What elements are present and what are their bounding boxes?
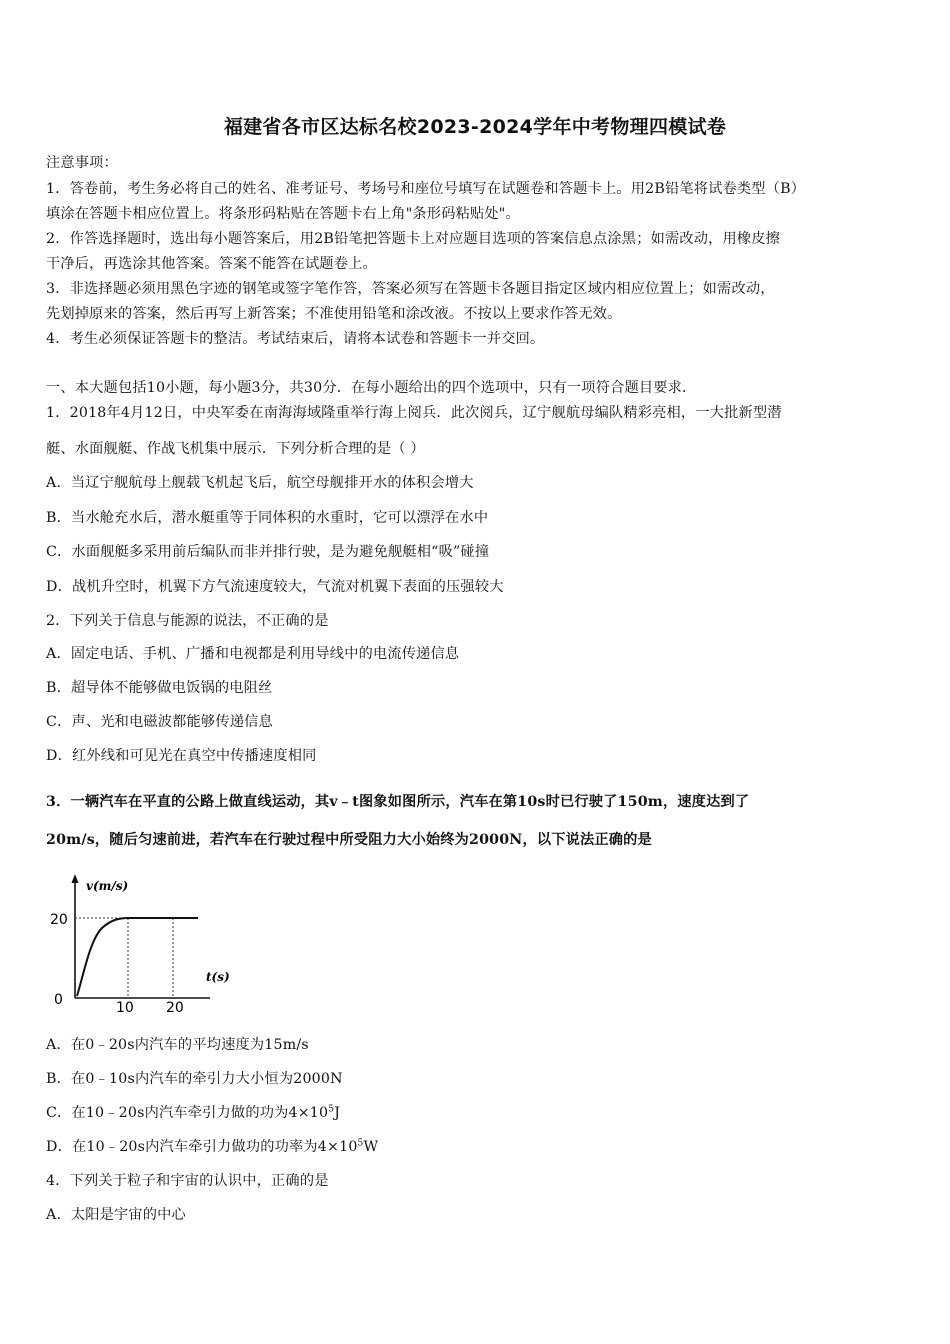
velocity-time-graph <box>42 868 242 1018</box>
question-1-stem-cont: 艇、水面舰艇、作战飞机集中展示．下列分析合理的是（ ） <box>46 441 425 457</box>
question-4-option-a: A．太阳是宇宙的中心 <box>46 1207 186 1223</box>
notice-heading: 注意事项： <box>46 155 118 171</box>
question-2-option-d: D．红外线和可见光在真空中传播速度相同 <box>46 748 317 764</box>
question-1-option-c: C．水面舰艇多采用前后编队而非并排行驶，是为避免舰艇相“吸”碰撞 <box>46 544 490 560</box>
question-4-stem: 4．下列关于粒子和宇宙的认识中，正确的是 <box>46 1173 329 1189</box>
origin-label: 0 <box>54 992 63 1008</box>
page-title: 福建省各市区达标名校2023-2024学年中考物理四模试卷 <box>223 116 727 138</box>
question-3-option-c: C．在10﹣20s内汽车牵引力做的功为$4\times 10^5J$ <box>46 1104 341 1121</box>
question-3-stem-cont: 20m/s，随后匀速前进，若汽车在行驶过程中所受阻力大小始终为2000N，以下说法正确的是 <box>46 832 652 848</box>
notice-line: 3．非选择题必须用黑色字迹的钢笔或签字笔作答，答案必须写在答题卡各题目指定区域内相应位置上；如需改动， <box>46 281 775 297</box>
question-3-stem: 3．一辆汽车在平直的公路上做直线运动，其v﹣t图象如图所示，汽车在第10s时已行驶了150m，速度达到了 <box>46 794 750 810</box>
y-axis-arrow <box>72 874 79 883</box>
y-tick-20: 20 <box>50 912 68 928</box>
velocity-curve <box>77 918 198 996</box>
notice-line: 填涂在答题卡相应位置上。将条形码粘贴在答题卡右上角"条形码粘贴处"。 <box>46 206 520 222</box>
question-1-option-b: B．当水舱充水后，潜水艇重等于同体积的水重时，它可以漂浮在水中 <box>46 510 489 526</box>
notice-line: 先划掉原来的答案，然后再写上新答案；不准使用铅笔和涂改液。不按以上要求作答无效。 <box>46 306 622 322</box>
x-tick-10: 10 <box>116 1000 134 1016</box>
question-3-option-a: A．在0﹣20s内汽车的平均速度为15m/s <box>46 1037 309 1053</box>
question-3-option-d: D．在10﹣20s内汽车牵引力做功的功率为$4\times 10^5W$ <box>46 1138 379 1155</box>
x-tick-20: 20 <box>166 1000 184 1016</box>
notice-line: 干净后，再选涂其他答案。答案不能答在试题卷上。 <box>46 256 377 272</box>
question-2-option-a: A．固定电话、手机、广播和电视都是利用导线中的电流传递信息 <box>46 646 460 662</box>
notice-line: 2．作答选择题时，选出每小题答案后，用2B铅笔把答题卡上对应题目选项的答案信息点涂黑；如需改动，用橡皮擦 <box>46 231 781 247</box>
x-axis-label: t(s) <box>206 970 230 984</box>
question-1-stem: 1．2018年4月12日，中央军委在南海海域隆重举行海上阅兵．此次阅兵，辽宁舰航母编队精彩亮相，一大批新型潜 <box>46 405 782 421</box>
section-heading: 一、本大题包括10小题，每小题3分，共30分．在每小题给出的四个选项中，只有一项符合题目要求． <box>46 380 697 396</box>
y-axis-label: v(m/s) <box>86 879 129 893</box>
question-1-option-d: D．战机升空时，机翼下方气流速度较大，气流对机翼下表面的压强较大 <box>46 579 504 595</box>
question-1-option-a: A．当辽宁舰航母上舰载飞机起飞后，航空母舰排开水的体积会增大 <box>46 475 474 491</box>
question-2-option-c: C．声、光和电磁波都能够传递信息 <box>46 714 273 730</box>
notice-line: 4．考生必须保证答题卡的整洁。考试结束后，请将本试卷和答题卡一并交回。 <box>46 331 545 347</box>
notice-line: 1．答卷前，考生务必将自己的姓名、准考证号、考场号和座位号填写在试题卷和答题卡上。用2B铅笔将试卷类型（B） <box>46 181 806 197</box>
question-2-option-b: B．超导体不能够做电饭锅的电阻丝 <box>46 680 273 696</box>
question-2-stem: 2．下列关于信息与能源的说法，不正确的是 <box>46 613 329 629</box>
question-3-option-b: B．在0﹣10s内汽车的牵引力大小恒为2000N <box>46 1071 343 1087</box>
